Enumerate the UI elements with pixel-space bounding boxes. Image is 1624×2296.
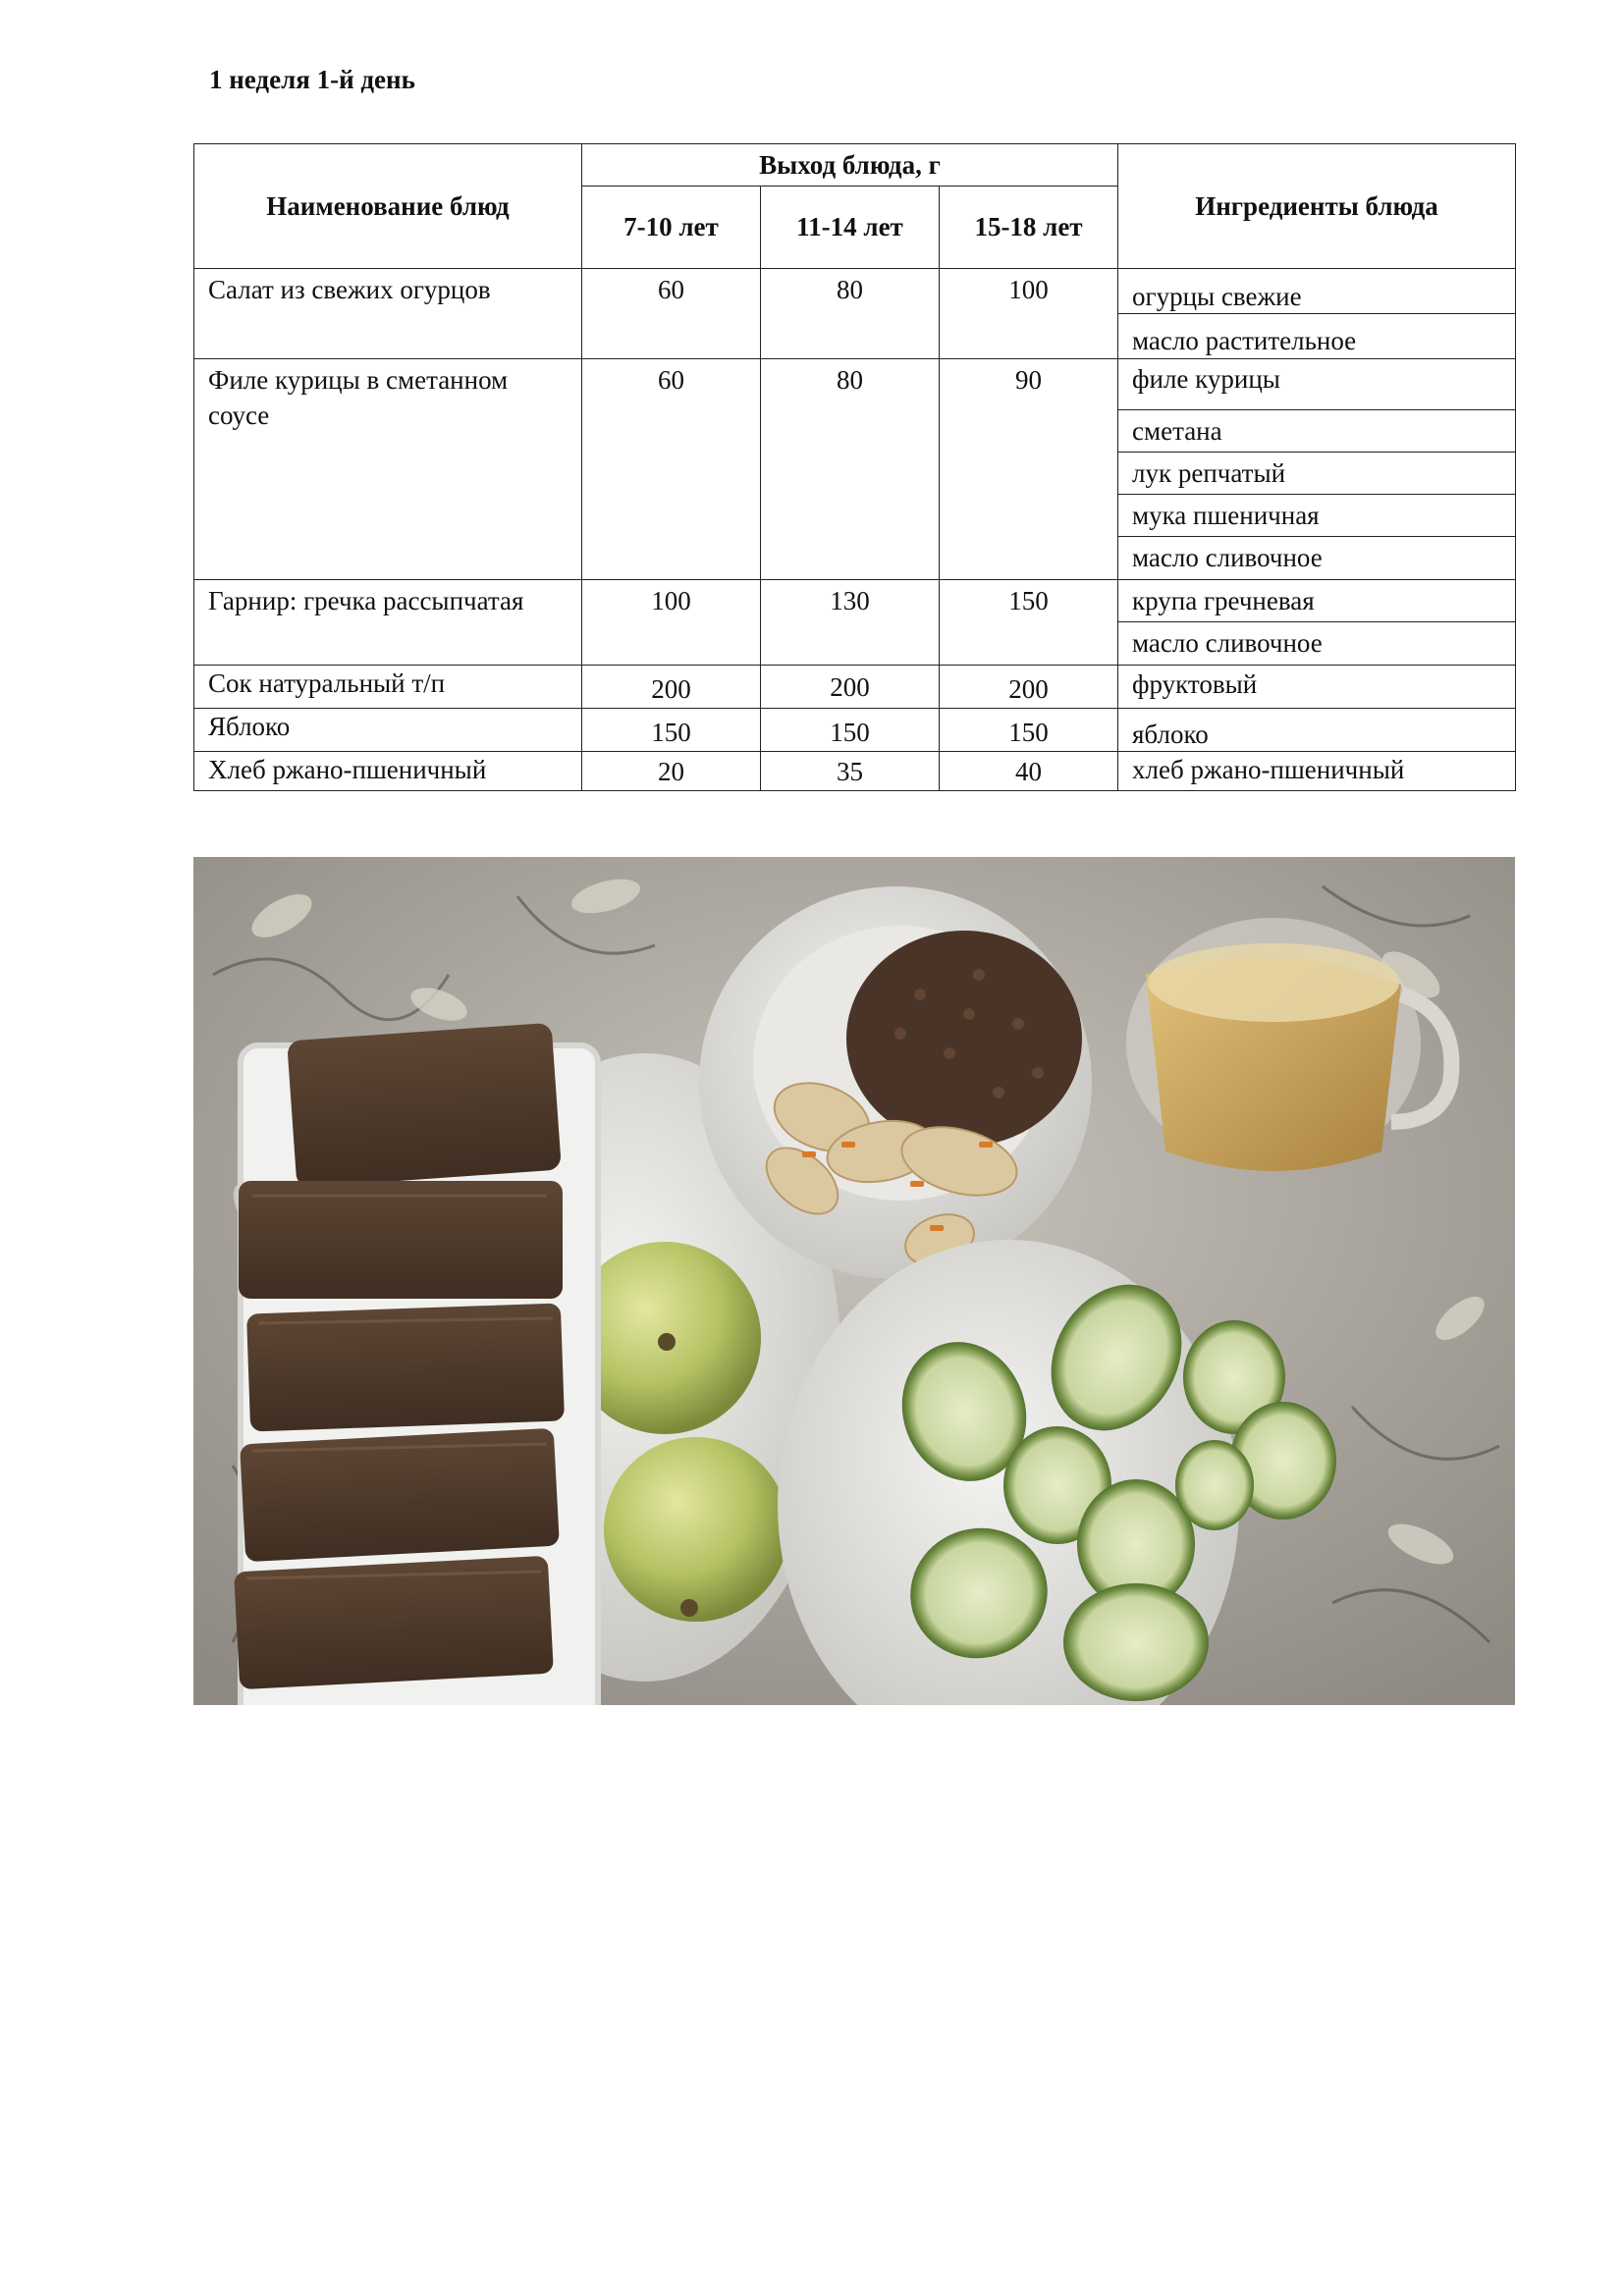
dish-name: Гарнир: гречка рассыпчатая xyxy=(194,580,582,666)
yield-7-10: 60 xyxy=(582,269,761,359)
ingredients-cell xyxy=(1118,666,1516,709)
yield-15-18: 40 xyxy=(940,752,1118,791)
dish-name: Сок натуральный т/п xyxy=(194,666,582,709)
dish-name: Салат из свежих огурцов xyxy=(194,269,582,359)
ingredient: сметана xyxy=(1118,410,1515,453)
table-row xyxy=(194,752,1516,791)
menu-table xyxy=(193,143,1516,791)
yield-11-14: 80 xyxy=(761,359,940,580)
yield-15-18: 100 xyxy=(940,269,1118,359)
header-age-11-14: 11-14 лет xyxy=(761,187,940,269)
table-row xyxy=(194,269,1516,359)
yield-7-10: 60 xyxy=(582,359,761,580)
ingredients-cell xyxy=(1118,269,1516,359)
yield-15-18: 90 xyxy=(940,359,1118,580)
page-title: 1 неделя 1-й день xyxy=(209,65,415,94)
ingredient: филе курицы xyxy=(1118,359,1515,410)
apple xyxy=(604,1437,788,1622)
header-ingredients: Ингредиенты блюда xyxy=(1118,144,1516,269)
table-row xyxy=(194,666,1516,709)
ingredient: яблоко xyxy=(1132,720,1209,749)
yield-7-10: 20 xyxy=(582,752,761,791)
bread-slice xyxy=(287,1023,562,1188)
ingredient: огурцы свежие xyxy=(1118,269,1515,314)
yield-11-14: 200 xyxy=(761,666,940,709)
header-yield: Выход блюда, г xyxy=(582,144,1118,187)
yield-7-10: 100 xyxy=(582,580,761,666)
ingredient: мука пшеничная xyxy=(1118,495,1515,537)
ingredients-cell xyxy=(1118,359,1516,580)
dish-name: Филе курицы в сметанном соусе xyxy=(194,359,582,580)
ingredient: лук репчатый xyxy=(1118,453,1515,495)
ingredient: масло сливочное xyxy=(1132,628,1323,658)
yield-15-18: 200 xyxy=(940,666,1118,709)
table-row xyxy=(194,580,1516,666)
dish-name: Хлеб ржано-пшеничный xyxy=(194,752,582,791)
meal-photo xyxy=(193,857,1515,1705)
yield-11-14: 150 xyxy=(761,709,940,752)
ingredients-cell xyxy=(1118,580,1516,666)
header-age-15-18: 15-18 лет xyxy=(940,187,1118,269)
bread-slice xyxy=(239,1181,563,1299)
ingredient: хлеб ржано-пшеничный xyxy=(1132,755,1405,784)
ingredient: масло растительное xyxy=(1132,326,1357,355)
cucumber-slice xyxy=(1063,1583,1209,1701)
yield-7-10: 200 xyxy=(582,666,761,709)
ingredient: фруктовый xyxy=(1132,669,1258,699)
yield-15-18: 150 xyxy=(940,580,1118,666)
dish-name: Яблоко xyxy=(194,709,582,752)
ingredient: масло сливочное xyxy=(1132,543,1323,572)
header-dish: Наименование блюд xyxy=(194,144,582,269)
table-row xyxy=(194,359,1516,580)
buckwheat-chicken-bowl xyxy=(699,886,1092,1279)
bread-basket xyxy=(234,1023,598,1705)
header-age-7-10: 7-10 лет xyxy=(582,187,761,269)
ingredients-cell xyxy=(1118,709,1516,752)
yield-11-14: 80 xyxy=(761,269,940,359)
ingredient: крупа гречневая xyxy=(1118,580,1515,622)
table-row xyxy=(194,709,1516,752)
buckwheat xyxy=(846,931,1082,1147)
yield-11-14: 130 xyxy=(761,580,940,666)
cucumber-slice xyxy=(1175,1440,1254,1530)
ingredients-cell xyxy=(1118,752,1516,791)
yield-15-18: 150 xyxy=(940,709,1118,752)
yield-7-10: 150 xyxy=(582,709,761,752)
yield-11-14: 35 xyxy=(761,752,940,791)
